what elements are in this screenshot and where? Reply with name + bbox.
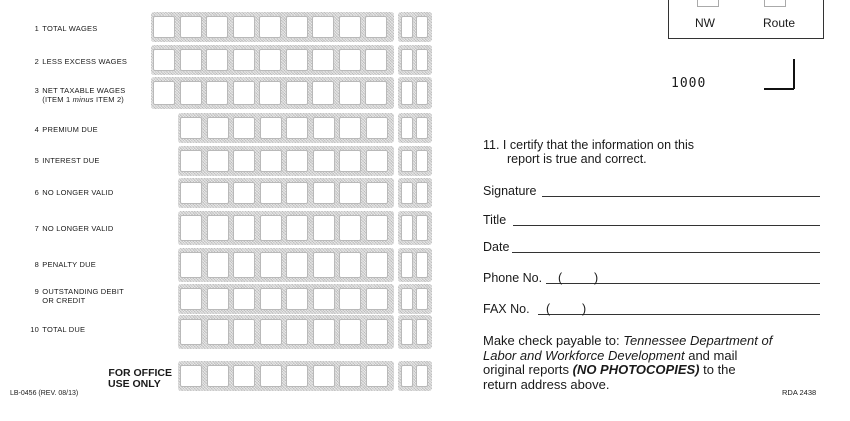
amount-digit-box[interactable] <box>180 288 202 310</box>
amount-digit-box[interactable] <box>206 81 228 105</box>
amount-digit-box[interactable] <box>260 182 282 204</box>
route-box <box>764 0 786 7</box>
amount-digit-box[interactable] <box>260 319 282 345</box>
amount-digit-box[interactable] <box>180 49 202 71</box>
cents-digit-box[interactable] <box>401 182 413 204</box>
amount-digit-box[interactable] <box>286 150 308 172</box>
cents-digit-box[interactable] <box>416 150 428 172</box>
amount-digit-box[interactable] <box>207 319 229 345</box>
cents-digit-box[interactable] <box>416 215 428 241</box>
cents-digit-box[interactable] <box>416 288 428 310</box>
amount-digit-box[interactable] <box>313 319 335 345</box>
amount-digit-box[interactable] <box>339 150 361 172</box>
amount-digit-box[interactable] <box>233 49 255 71</box>
amount-digit-box[interactable] <box>313 182 335 204</box>
form-id: LB-0456 (REV. 08/13) <box>10 390 79 397</box>
cents-digit-box[interactable] <box>416 319 428 345</box>
nw-box <box>697 0 719 7</box>
fax-field[interactable] <box>538 314 820 315</box>
cents-digit-box[interactable] <box>401 16 413 38</box>
corner-mark-v <box>793 59 795 89</box>
amount-digit-box[interactable] <box>153 16 175 38</box>
amount-digit-box[interactable] <box>260 365 282 387</box>
amount-digit-box[interactable] <box>286 49 308 71</box>
signature-field[interactable] <box>542 196 820 197</box>
amount-digit-box[interactable] <box>233 81 255 105</box>
amount-digit-box[interactable] <box>366 288 388 310</box>
amount-digit-box[interactable] <box>180 319 202 345</box>
amount-digit-box[interactable] <box>286 215 308 241</box>
office-routing-box <box>668 0 824 39</box>
amount-digit-box[interactable] <box>313 365 335 387</box>
amount-digit-box[interactable] <box>207 117 229 139</box>
rda-number: RDA 2438 <box>782 388 817 397</box>
amount-digit-box[interactable] <box>260 215 282 241</box>
title-label: Title <box>483 213 507 227</box>
amount-digit-box[interactable] <box>233 16 255 38</box>
amount-digit-box[interactable] <box>365 16 387 38</box>
amount-digit-box[interactable] <box>339 252 361 278</box>
payable-instructions: Make check payable to: Tennessee Department of Labor and Workforce Development and mail original reports (NO PHOTOCOPIES) to the return address above. <box>483 333 773 392</box>
phone-area-open: ( <box>558 271 563 285</box>
amount-digit-box[interactable] <box>206 16 228 38</box>
certify-line-2: report is true and correct. <box>507 152 647 166</box>
cents-digit-box[interactable] <box>416 81 428 105</box>
line-8-label: 8 PENALTY DUE <box>34 260 96 269</box>
amount-digit-box[interactable] <box>180 365 202 387</box>
cents-digit-box[interactable] <box>416 252 428 278</box>
amount-digit-box[interactable] <box>365 81 387 105</box>
amount-digit-box[interactable] <box>206 49 228 71</box>
fax-label: FAX No. <box>483 302 530 316</box>
amount-digit-box[interactable] <box>286 252 308 278</box>
amount-digit-box[interactable] <box>233 252 255 278</box>
amount-digit-box[interactable] <box>260 150 282 172</box>
fax-area-open: ( <box>546 302 551 316</box>
amount-digit-box[interactable] <box>366 252 388 278</box>
amount-digit-box[interactable] <box>233 288 255 310</box>
line-4-label: 4 PREMIUM DUE <box>34 125 98 134</box>
phone-area-close: ) <box>594 271 599 285</box>
amount-digit-box[interactable] <box>286 16 308 38</box>
amount-digit-box[interactable] <box>233 182 255 204</box>
amount-digit-box[interactable] <box>365 49 387 71</box>
amount-digit-box[interactable] <box>207 182 229 204</box>
amount-digit-box[interactable] <box>233 215 255 241</box>
amount-digit-box[interactable] <box>286 365 308 387</box>
amount-digit-box[interactable] <box>339 215 361 241</box>
amount-digit-box[interactable] <box>180 182 202 204</box>
amount-digit-box[interactable] <box>207 150 229 172</box>
amount-digit-box[interactable] <box>180 215 202 241</box>
line-3-label: 3 NET TAXABLE WAGES (ITEM 1 minus ITEM 2) <box>34 86 126 104</box>
amount-digit-box[interactable] <box>286 319 308 345</box>
cents-digit-box[interactable] <box>401 319 413 345</box>
title-field[interactable] <box>513 225 820 226</box>
amount-digit-box[interactable] <box>313 252 335 278</box>
cents-digit-box[interactable] <box>401 288 413 310</box>
amount-digit-box[interactable] <box>312 81 334 105</box>
amount-digit-box[interactable] <box>207 252 229 278</box>
form-code: 1000 <box>671 76 707 91</box>
amount-digit-box[interactable] <box>339 49 361 71</box>
amount-digit-box[interactable] <box>180 16 202 38</box>
phone-field[interactable] <box>546 283 820 284</box>
amount-digit-box[interactable] <box>207 288 229 310</box>
amount-digit-box[interactable] <box>180 150 202 172</box>
amount-digit-box[interactable] <box>366 215 388 241</box>
amount-digit-box[interactable] <box>233 117 255 139</box>
cents-digit-box[interactable] <box>416 365 428 387</box>
amount-digit-box[interactable] <box>366 365 388 387</box>
amount-digit-box[interactable] <box>260 117 282 139</box>
signature-label: Signature <box>483 184 537 198</box>
amount-digit-box[interactable] <box>153 81 175 105</box>
amount-digit-box[interactable] <box>339 365 361 387</box>
line-6-label: 6 NO LONGER VALID <box>34 188 114 197</box>
amount-digit-box[interactable] <box>260 288 282 310</box>
amount-digit-box[interactable] <box>312 16 334 38</box>
amount-digit-box[interactable] <box>153 49 175 71</box>
amount-digit-box[interactable] <box>339 16 361 38</box>
amount-digit-box[interactable] <box>180 252 202 278</box>
amount-digit-box[interactable] <box>313 288 335 310</box>
amount-digit-box[interactable] <box>366 117 388 139</box>
amount-digit-box[interactable] <box>180 81 202 105</box>
amount-digit-box[interactable] <box>286 81 308 105</box>
amount-digit-box[interactable] <box>260 252 282 278</box>
amount-digit-box[interactable] <box>339 81 361 105</box>
amount-digit-box[interactable] <box>313 215 335 241</box>
cents-digit-box[interactable] <box>401 117 413 139</box>
nw-label: NW <box>695 16 715 30</box>
line-1-label: 1 TOTAL WAGES <box>34 24 98 33</box>
amount-digit-box[interactable] <box>233 319 255 345</box>
amount-digit-box[interactable] <box>207 365 229 387</box>
cents-digit-box[interactable] <box>401 49 413 71</box>
office-use-label: FOR OFFICE USE ONLY <box>108 367 172 390</box>
cents-digit-box[interactable] <box>401 365 413 387</box>
amount-digit-box[interactable] <box>180 117 202 139</box>
amount-digit-box[interactable] <box>207 215 229 241</box>
amount-digit-box[interactable] <box>313 150 335 172</box>
line-7-label: 7 NO LONGER VALID <box>34 224 114 233</box>
amount-digit-box[interactable] <box>339 288 361 310</box>
line-2-label: 2 LESS EXCESS WAGES <box>34 57 128 66</box>
amount-digit-box[interactable] <box>366 319 388 345</box>
cents-digit-box[interactable] <box>416 182 428 204</box>
date-label: Date <box>483 240 510 254</box>
line-10-label: 10 TOTAL DUE <box>30 325 86 334</box>
amount-digit-box[interactable] <box>259 81 281 105</box>
amount-digit-box[interactable] <box>366 182 388 204</box>
amount-digit-box[interactable] <box>339 319 361 345</box>
date-field[interactable] <box>512 252 820 253</box>
cents-digit-box[interactable] <box>416 49 428 71</box>
amount-digit-box[interactable] <box>339 182 361 204</box>
certify-line-1: 11. I certify that the information on this <box>483 138 694 152</box>
amount-digit-box[interactable] <box>366 150 388 172</box>
cents-digit-box[interactable] <box>401 81 413 105</box>
corner-mark-h <box>764 88 794 90</box>
fax-area-close: ) <box>582 302 587 316</box>
amount-digit-box[interactable] <box>313 117 335 139</box>
line-5-label: 5 INTEREST DUE <box>34 156 100 165</box>
phone-label: Phone No. <box>483 271 543 285</box>
amount-digit-box[interactable] <box>259 16 281 38</box>
amount-digit-box[interactable] <box>339 117 361 139</box>
cents-digit-box[interactable] <box>416 117 428 139</box>
cents-digit-box[interactable] <box>401 215 413 241</box>
amount-digit-box[interactable] <box>233 365 255 387</box>
amount-digit-box[interactable] <box>286 288 308 310</box>
route-label: Route <box>763 16 796 30</box>
amount-digit-box[interactable] <box>312 49 334 71</box>
cents-digit-box[interactable] <box>401 252 413 278</box>
amount-digit-box[interactable] <box>233 150 255 172</box>
cents-digit-box[interactable] <box>401 150 413 172</box>
cents-digit-box[interactable] <box>416 16 428 38</box>
amount-digit-box[interactable] <box>286 182 308 204</box>
amount-digit-box[interactable] <box>259 49 281 71</box>
line-9-label: 9 OUTSTANDING DEBIT OR CREDIT <box>34 287 124 305</box>
amount-digit-box[interactable] <box>286 117 308 139</box>
